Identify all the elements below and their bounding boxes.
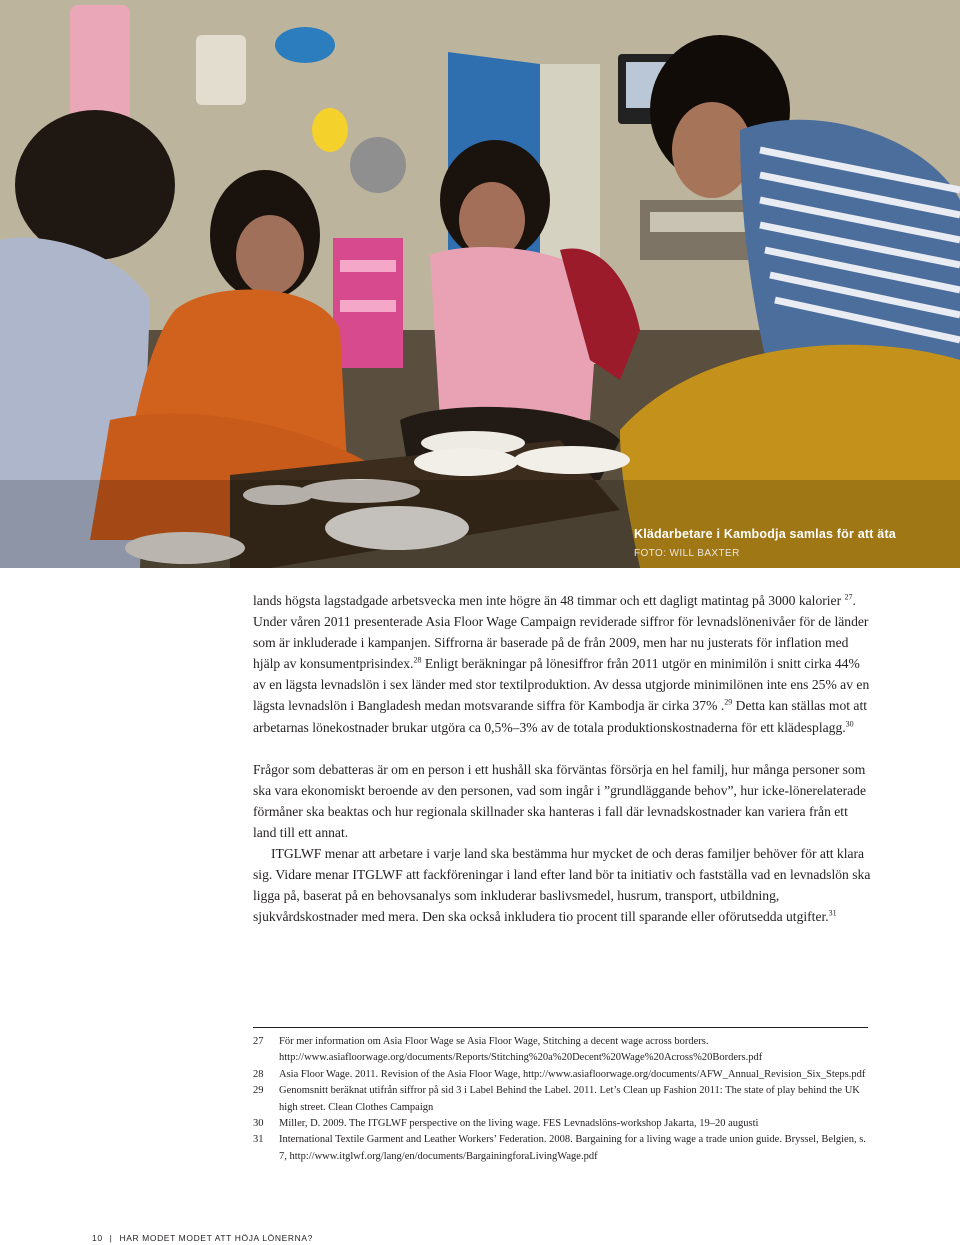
article-body <box>253 590 871 927</box>
page-number: 10 <box>92 1233 103 1243</box>
footnote-ref: 30 <box>845 719 854 729</box>
footer-separator: | <box>109 1233 113 1243</box>
footnote-number: 27 <box>253 1036 264 1047</box>
publication-title: HAR MODET MODET ATT HÖJA LÖNERNA? <box>119 1233 313 1243</box>
footnotes <box>253 1034 873 1165</box>
paragraph-1 <box>253 590 871 738</box>
paragraph-3 <box>253 843 871 927</box>
photo-caption <box>634 527 896 559</box>
footnote-item <box>253 1132 873 1165</box>
footnote-text: Genomsnitt beräknat utifrån siffror på sid 3 i Label Behind the Label. 2011. Let’s Clean up Fashion 2011: The state of play behind the UK high street. Clean Clothes Campaign <box>279 1085 860 1113</box>
caption-credit: FOTO: WILL BAXTER <box>634 548 740 559</box>
text-run: lands högsta lagstadgade arbetsvecka men inte högre än 48 timmar och ett dagligt matintag på 3000 kalorier <box>253 593 845 608</box>
text-run: Enligt beräkningar på lönesiffror från 2011 utgör en minimilön i snitt cirka 44% av en lägsta levnadslön i sex länder med stor textilproduktion. Av dessa utgjorde minimilönen inte ens 25% av en lägsta levnadslön i Bangladesh medan motsvarande siffra för Kambodja är cirka 37% . <box>253 656 870 714</box>
text-run: Detta kan ställas mot att arbetarnas lönekostnader brukar utgöra ca 0,5%–3% av de totala produktionskostnaderna för ett klädesplagg. <box>253 698 868 735</box>
footnote-ref: 27 <box>844 592 853 602</box>
footnote-ref: 31 <box>828 908 837 918</box>
photo-illustration <box>0 0 960 568</box>
article-photo <box>0 0 960 568</box>
footnote-item <box>253 1116 873 1132</box>
text-run: ITGLWF menar att arbetare i varje land ska bestämma hur mycket de och deras familjer behöver för att klara sig. Vidare menar ITGLWF att fackföreningar i land efter land bör ta initiativ och fastställa vad en levnadslön ska ligga på, baserat på en behovsanalys som inkluderar baslivsmedel, husrum, transport, utbildning, sjukvårdskostnader med mera. Den ska också inkludera tio procent till sparande eller oförutsedda utgifter. <box>253 846 871 925</box>
footnote-text: Asia Floor Wage. 2011. Revision of the Asia Floor Wage, http://www.asiafloorwage.org/documents/AFW_Annual_Revision_Six_Steps.pdf <box>279 1068 866 1080</box>
caption-title: Klädarbetare i Kambodja samlas för att äta <box>634 527 896 541</box>
footnote-item <box>253 1083 873 1116</box>
page-footer <box>92 1233 313 1243</box>
footnote-ref: 29 <box>724 697 733 707</box>
footnote-divider <box>253 1027 868 1028</box>
footnote-text: För mer information om Asia Floor Wage se Asia Floor Wage, Stitching a decent wage across borders. http://www.asiafloorwage.org/documents/Reports/Stitching%20a%20Decent%20Wage%20Across%20Borders.pdf <box>279 1036 763 1064</box>
footnote-ref: 28 <box>413 655 422 665</box>
footnote-number: 31 <box>253 1134 264 1146</box>
footnote-text: Miller, D. 2009. The ITGLWF perspective on the living wage. FES Levnadslöns-workshop Jakarta, 19–20 augusti <box>279 1118 759 1130</box>
footnote-item <box>253 1034 873 1067</box>
footnote-text: International Textile Garment and Leather Workers’ Federation. 2008. Bargaining for a living wage a trade union guide. Bryssel, Belgien, s. 7, http://www.itglwf.org/lang/en/documents/BargainingforaLivingWage.pdf <box>279 1134 866 1162</box>
text-run: . Under våren 2011 presenterade Asia Floor Wage Campaign reviderade siffror för levnadslönenivåer för de länder som är inkluderade i kampanjen. Siffrorna är baserade på de från 2009, men har nu justerats för inflation med hjälp av konsumentprisindex. <box>253 593 869 672</box>
footnote-item <box>253 1067 873 1083</box>
footnote-number: 28 <box>253 1068 264 1080</box>
footnote-number: 29 <box>253 1085 264 1097</box>
paragraph-2: Frågor som debatteras är om en person i ett hushåll ska förväntas försörja en hel familj, hur många personer som ska vara ekonomiskt beroende av den personen, vad som ingår i ”grundläggande behov”, hur icke-lönerelaterade förmåner ska beaktas och hur regionala skillnader ska hanteras i fall där levnadskostnader kan variera från ett land till ett annat. <box>253 761 866 840</box>
footnote-number: 30 <box>253 1118 264 1130</box>
